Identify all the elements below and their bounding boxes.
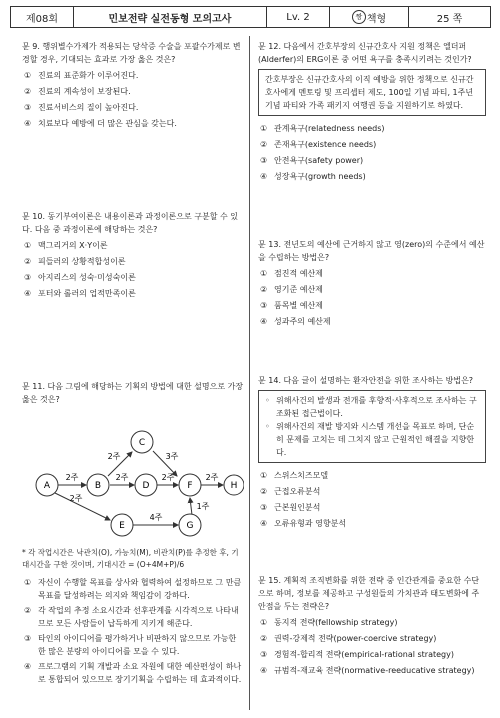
edge-label: 2주 [69,494,83,503]
option-text: 권력-강제적 전략(power-coercive strategy) [274,634,437,643]
scenario-box: 간호부장은 신규간호사의 이직 예방을 위한 정책으로 신규간호사에게 멘토링 및 프리셉터 제도, 100일 기념 파티, 1주년 기념 파티와 가족 패키지 여행권 등을 지원하기로 하였다. [258,69,486,116]
option-text: 성과주의 예산제 [274,317,331,326]
option-2[interactable] [22,85,244,98]
svg-text:E: E [119,521,125,531]
question-12 [258,40,486,186]
option-text: 타인의 아이디어를 평가하거나 비판하지 않으므로 가능한 한 많은 분량의 아이디어를 모을 수 있다. [38,634,237,656]
option-number: ① [260,618,268,627]
question-stem: 문 11. 다음 그림에 해당하는 기획의 방법에 대한 설명으로 가장 옳은 것은? [22,382,244,404]
question-stem: 문 12. 다음에서 간호부장의 신규간호사 지원 정책은 엘더퍼(Alderfer)의 ERG이론 중 어떤 욕구를 충족시키려는 것인가? [258,42,472,64]
option-1[interactable] [258,122,486,135]
question-stem: 문 10. 동기부여이론은 내용이론과 과정이론으로 구분할 수 있다. 다음 중 과정이론에 해당하는 것은? [22,212,238,234]
option-2[interactable] [258,138,486,151]
option-3[interactable] [258,501,486,514]
question-14 [258,374,486,533]
edge-label: 3주 [165,452,179,461]
option-text: 동지적 전략(fellowship strategy) [274,618,398,627]
option-4[interactable] [22,660,244,686]
svg-text:D: D [142,481,150,491]
option-text: 영기준 예산제 [274,285,323,294]
option-number: ④ [260,172,268,181]
svg-text:A: A [43,481,51,491]
option-text: 규범적-재교육 전략(normative-reeducative strategy) [274,666,475,675]
option-number: ① [260,471,268,480]
pert-network-diagram [22,409,244,541]
option-text: 근접오류분석 [274,487,321,496]
option-number: ① [24,578,32,587]
option-4[interactable] [258,517,486,530]
option-4[interactable] [22,117,244,130]
option-1[interactable] [22,239,244,252]
option-2[interactable] [258,632,486,645]
option-number: ③ [24,634,32,643]
option-number: ② [24,606,32,615]
option-text: 존재욕구(existence needs) [274,140,377,149]
option-3[interactable] [22,271,244,284]
node-e [111,514,133,536]
option-text: 프로그램의 기획 개발과 소요 자원에 대한 예산편성이 하나로 통합되어 있으므로 장기기획을 수립하는 데 효과적이다. [38,662,242,684]
node-g [179,514,201,536]
node-c [131,431,153,453]
option-number: ④ [24,119,32,128]
option-number: ④ [24,289,32,298]
option-1[interactable] [258,267,486,280]
edge-label: 2주 [115,473,129,482]
option-number: ③ [260,503,268,512]
option-2[interactable] [258,485,486,498]
option-text: 맥그리거의 X·Y이론 [38,241,108,250]
exam-level: Lv. 2 [267,7,330,27]
option-text: 안전욕구(safety power) [274,156,364,165]
option-1[interactable] [22,576,244,602]
option-text: 각 작업의 추정 소요시간과 선후관계를 시각적으로 나타내므로 모든 사람들이 납득하게 지키게 해준다. [38,606,239,628]
option-1[interactable] [258,616,486,629]
node-h [224,475,244,495]
option-2[interactable] [22,255,244,268]
expected-time-note: * 각 작업시간은 낙관치(O), 가능치(M), 비관치(P)를 추정한 후, 기대시간을 구한 것이며, 기대시간 = (O+4M+P)/6 [22,548,239,569]
option-number: ④ [24,662,32,671]
option-2[interactable] [22,604,244,630]
edge-label: 4주 [149,513,163,522]
option-number: ② [260,634,268,643]
option-number: ④ [260,317,268,326]
option-text: 포터와 롤러의 업적만족이론 [38,289,136,298]
description-box [258,390,486,463]
svg-text:C: C [138,438,146,448]
option-text: 스위스치즈모델 [274,471,329,480]
option-text: 경험적-합리적 전략(empirical-rational strategy) [274,650,454,659]
edge-label: 2주 [65,473,79,482]
edge-a-e [55,493,110,520]
left-column [22,40,244,710]
option-text: 피들러의 상황적합성이론 [38,257,126,266]
question-13 [258,238,486,331]
question-stem: 문 14. 다음 글이 설명하는 환자안전을 위한 조사하는 방법은? [258,376,474,385]
node-d [135,474,157,496]
edge-label: 1주 [196,502,210,511]
option-2[interactable] [258,283,486,296]
option-text: 진료의 표준화가 이루어진다. [38,71,139,80]
option-3[interactable] [22,101,244,114]
option-number: ② [260,285,268,294]
option-3[interactable] [22,632,244,658]
question-9 [22,40,244,133]
question-stem: 문 15. 계획적 조직변화를 위한 전략 중 인간관계를 중요한 수단으로 하며, 정보를 제공하고 구성원들의 가치관과 태도변화에 주안점을 두는 전략은? [258,576,480,611]
option-number: ② [24,257,32,266]
question-stem: 문 13. 전년도의 예산에 근거하지 않고 영(zero)의 수준에서 예산을 수립하는 방법은? [258,240,485,262]
description-bullet: ◦ 위해사건의 발생과 전개를 후향적·사후적으로 조사하는 구조화된 접근법이다. [265,396,477,418]
option-number: ① [24,71,32,80]
option-number: ③ [260,650,268,659]
option-text: 오류유형과 영향분석 [274,519,347,528]
node-b [87,474,109,496]
svg-text:B: B [94,481,102,491]
option-4[interactable] [258,315,486,328]
option-number: ① [260,124,268,133]
edge-label: 2주 [205,473,219,482]
question-15 [258,574,486,680]
exam-title: 민보전략 실전동형 모의고사 [74,7,267,27]
svg-text:G: G [186,521,194,531]
booklet-type-label: 책형 [366,13,387,25]
option-text: 성장욕구(growth needs) [274,172,366,181]
page-number: 25 쪽 [436,13,463,25]
option-3[interactable] [258,299,486,312]
option-text: 치료보다 예방에 더 많은 관심을 갖는다. [38,119,177,128]
edge-label: 2주 [107,452,121,461]
edge-g-f [190,498,192,515]
option-3[interactable] [258,154,486,167]
option-number: ③ [24,103,32,112]
option-number: ② [24,87,32,96]
option-number: ③ [260,301,268,310]
option-4[interactable] [22,287,244,300]
booklet-type [330,7,409,27]
node-a [36,474,58,496]
question-11 [22,380,244,688]
svg-text:F: F [187,481,193,491]
option-text: 관계욕구(relatedness needs) [274,124,385,133]
option-number: ① [24,241,32,250]
edge-label: 2주 [161,473,175,482]
option-1[interactable] [258,469,486,482]
option-number: ③ [260,156,268,165]
option-text: 점진적 예산제 [274,269,323,278]
page-header [10,6,491,28]
option-text: 진료서비스의 질이 높아진다. [38,103,139,112]
description-bullet: ◦ 위해사건의 재발 방지와 시스템 개선을 목표로 하며, 단순히 문제를 고치는 데 그치지 않고 근원적인 해결을 지향한다. [265,422,475,457]
option-text: 진료의 계속성이 보장된다. [38,87,131,96]
option-4[interactable] [258,664,486,677]
option-1[interactable] [22,69,244,82]
option-4[interactable] [258,170,486,183]
option-number: ④ [260,519,268,528]
column-divider [249,36,250,710]
option-number: ④ [260,666,268,675]
option-text: 자신이 수행할 목표를 상사와 협력하여 설정하므로 그 만큼 목표를 달성하려는 의지와 책임감이 강하다. [38,578,242,600]
right-column [258,40,486,710]
option-text: 아지리스의 성숙·미성숙이론 [38,273,136,282]
question-stem: 문 9. 행위별수가제가 적용되는 당삭증 수술을 포괄수가제로 변경할 경우, 기대되는 효과로 가장 옳은 것은? [22,42,241,64]
question-10 [22,210,244,303]
exam-round: 제08회 [11,7,74,27]
option-number: ② [260,487,268,496]
option-text: 품목별 예산제 [274,301,323,310]
option-number: ③ [24,273,32,282]
booklet-type-mark: 짱 [352,10,366,24]
option-number: ② [260,140,268,149]
option-number: ① [260,269,268,278]
node-f [179,474,201,496]
option-text: 근본원인분석 [274,503,321,512]
svg-text:H: H [230,481,238,491]
option-3[interactable] [258,648,486,661]
